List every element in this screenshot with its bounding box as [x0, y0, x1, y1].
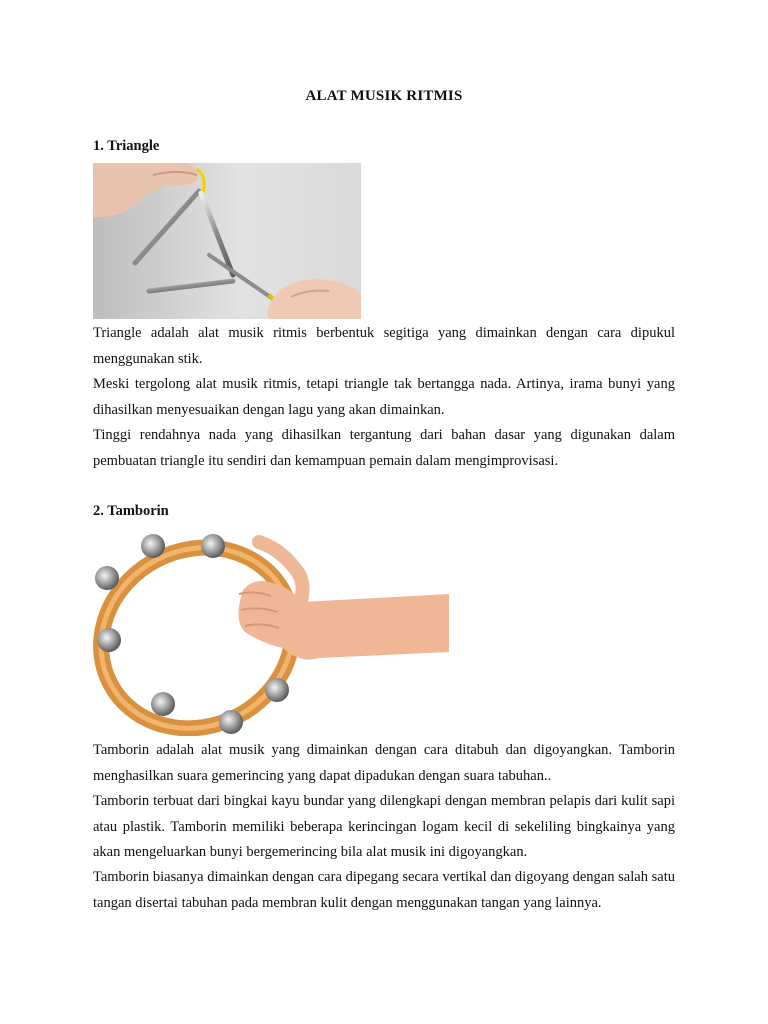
tamborin-paragraph-2: Tamborin terbuat dari bingkai kayu bundar yang dilengkapi dengan membran pelapis dari kulit sapi atau plastik. Tamborin memiliki beberapa kerincingan logam kecil di sekeliling bingkainya yang akan mengeluarkan bunyi bergemerincing bila alat musik ini digoyangkan. [93, 793, 675, 861]
triangle-paragraph-2: Meski tergolong alat musik ritmis, tetapi triangle tak bertangga nada. Artinya, irama bunyi yang dihasilkan menyesuaikan dengan lagu yang akan dimainkan. [93, 376, 675, 418]
triangle-instrument-photo [93, 163, 361, 319]
section-heading-tamborin: 2. Tamborin [93, 503, 169, 519]
triangle-paragraph-3: Tinggi rendahnya nada yang dihasilkan tergantung dari bahan dasar yang digunakan dalam pembuatan triangle itu sendiri dan kemampuan pemain dalam mengimprovisasi. [93, 427, 675, 469]
tamborin-paragraph-1: Tamborin adalah alat musik yang dimainkan dengan cara ditabuh dan digoyangkan. Tamborin menghasilkan suara gemerincing yang dapat dipadukan dengan suara tabuhan.. [93, 742, 675, 784]
document-title: ALAT MUSIK RITMIS [305, 88, 463, 104]
triangle-paragraph-1: Triangle adalah alat musik ritmis berbentuk segitiga yang dimainkan dengan cara dipukul menggunakan stik. [93, 325, 675, 367]
tamborin-paragraph-3: Tamborin biasanya dimainkan dengan cara dipegang secara vertikal dan digoyang dengan salah satu tangan disertai tabuhan pada membran kulit dengan menggunakan tangan yang lainnya. [93, 869, 675, 911]
tambourine-instrument-photo [93, 528, 449, 736]
section-heading-triangle: 1. Triangle [93, 138, 160, 154]
